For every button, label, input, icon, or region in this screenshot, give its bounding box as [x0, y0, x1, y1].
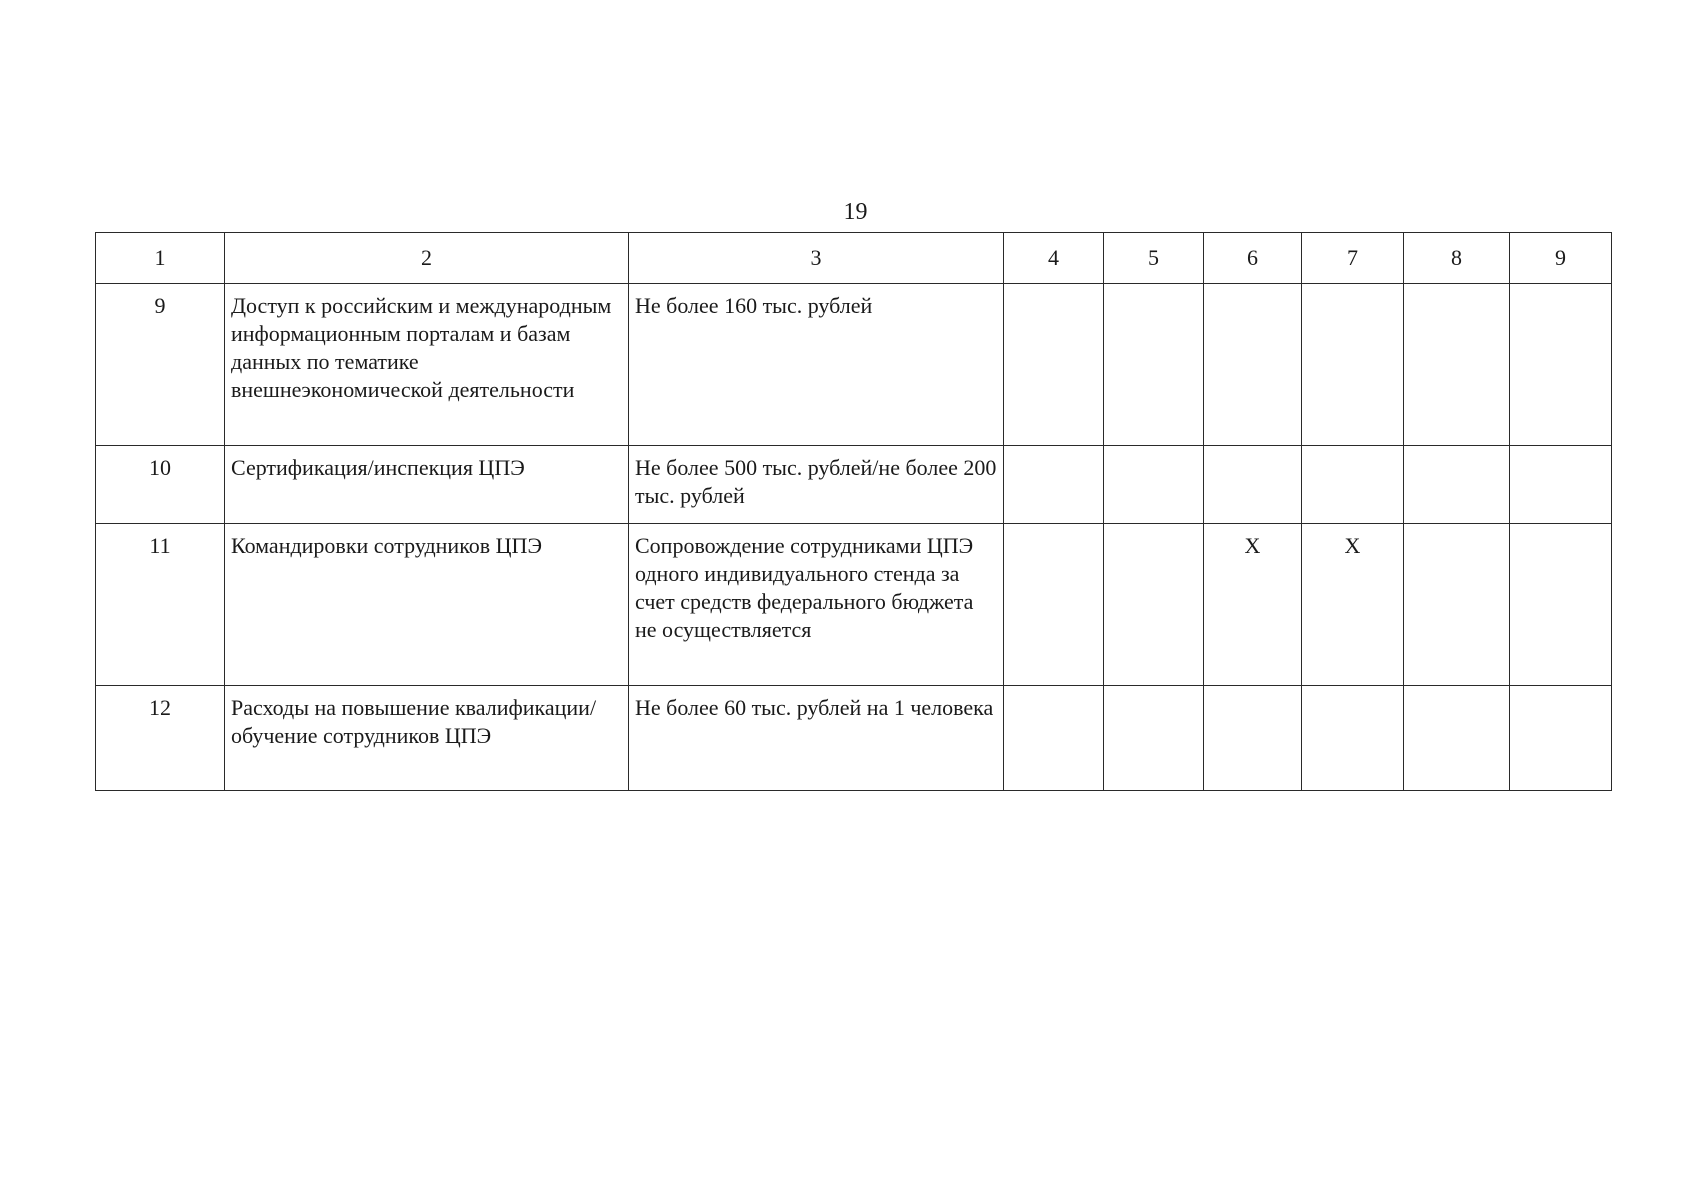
column-header: 1 [96, 233, 225, 284]
column-header: 4 [1004, 233, 1104, 284]
cell-col-9 [1510, 524, 1612, 686]
column-header: 2 [225, 233, 629, 284]
cell-col-8 [1404, 686, 1510, 791]
row-number: 11 [96, 524, 225, 686]
expense-limit: Сопровождение сотрудниками ЦПЭ одного индивидуального стенда за счет средств федерального бюджета не осуществляется [629, 524, 1004, 686]
cell-col-7 [1302, 446, 1404, 524]
column-header: 5 [1104, 233, 1204, 284]
cell-col-6 [1204, 686, 1302, 791]
row-number: 10 [96, 446, 225, 524]
cell-col-9 [1510, 446, 1612, 524]
cell-col-5 [1104, 284, 1204, 446]
cell-col-4 [1004, 446, 1104, 524]
cell-col-8 [1404, 284, 1510, 446]
column-header: 9 [1510, 233, 1612, 284]
expense-limit: Не более 60 тыс. рублей на 1 человека [629, 686, 1004, 791]
cell-col-4 [1004, 284, 1104, 446]
row-number: 9 [96, 284, 225, 446]
cell-col-5 [1104, 686, 1204, 791]
expense-name: Сертификация/инспекция ЦПЭ [225, 446, 629, 524]
cell-col-8 [1404, 524, 1510, 686]
column-number-row [96, 233, 1612, 284]
expense-limit: Не более 160 тыс. рублей [629, 284, 1004, 446]
cross-mark-col-6: Х [1204, 524, 1302, 686]
column-header: 3 [629, 233, 1004, 284]
column-header: 6 [1204, 233, 1302, 284]
column-header: 8 [1404, 233, 1510, 284]
expense-name: Доступ к российским и международным информационным порталам и базам данных по тематике внешнеэкономической деятельности [225, 284, 629, 446]
cell-col-8 [1404, 446, 1510, 524]
cell-col-9 [1510, 686, 1612, 791]
row-number: 12 [96, 686, 225, 791]
cell-col-4 [1004, 686, 1104, 791]
cell-col-7 [1302, 686, 1404, 791]
expense-name: Командировки сотрудников ЦПЭ [225, 524, 629, 686]
column-header: 7 [1302, 233, 1404, 284]
table-row [96, 446, 1612, 524]
cell-col-6 [1204, 446, 1302, 524]
expense-limit: Не более 500 тыс. рублей/не более 200 тыс. рублей [629, 446, 1004, 524]
cell-col-6 [1204, 284, 1302, 446]
cell-col-5 [1104, 446, 1204, 524]
cost-table [95, 232, 1612, 791]
cross-mark-col-7: Х [1302, 524, 1404, 686]
page-number: 19 [843, 199, 868, 225]
cell-col-5 [1104, 524, 1204, 686]
cell-col-7 [1302, 284, 1404, 446]
table-row [96, 524, 1612, 686]
expense-name: Расходы на повышение квалификации/обучение сотрудников ЦПЭ [225, 686, 629, 791]
table-row [96, 284, 1612, 446]
cell-col-9 [1510, 284, 1612, 446]
cell-col-4 [1004, 524, 1104, 686]
table-row [96, 686, 1612, 791]
